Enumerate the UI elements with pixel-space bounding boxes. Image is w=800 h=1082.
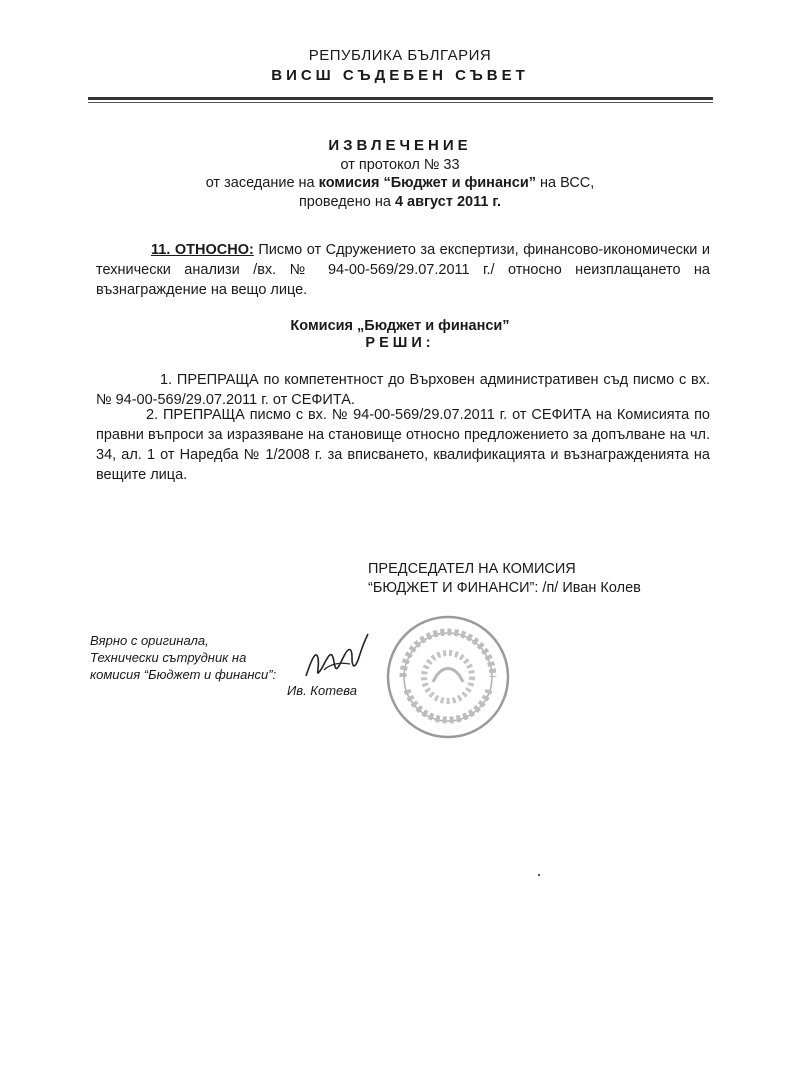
held-prefix: проведено на	[298, 194, 395, 210]
meeting-prefix: от заседание на	[205, 175, 319, 191]
chair-title: ПРЕДСЕДАТЕЛ НА КОМИСИЯ	[368, 561, 576, 577]
certification-line-1: Вярно с оригинала,	[90, 633, 209, 648]
meeting-suffix: на ВСС,	[536, 175, 595, 191]
chair-block	[368, 560, 641, 598]
decision-point-2: 2. ПРЕПРАЩА писмо с вх. № 94-00-569/29.07.2011 г. от СЕФИТА на Комисията по правни въпроси за изразяване на становище относно предложението за допълване на чл. 34, ал. 1 от Наредба № 1/2008 г. за вписването, квалификацията и възнагражденията на вещите лица.	[96, 407, 710, 483]
certification-block	[90, 632, 276, 683]
official-seal	[383, 612, 513, 742]
meeting-date-line	[0, 194, 800, 210]
header-rule-thick	[88, 97, 713, 100]
header-country: РЕПУБЛИКА БЪЛГАРИЯ	[308, 47, 492, 64]
agenda-item-text: Писмо от Сдружението за експертизи, финансово-икономически и технически анализи /вх. № 94-00-569/29.07.2011 г./ относно неизплащането на възнаграждение на вещо лице.	[96, 242, 710, 298]
certification-line-3: комисия “Бюджет и финанси”:	[90, 667, 277, 682]
certification-signer: Ив. Котева	[287, 683, 357, 698]
stray-mark	[538, 874, 540, 876]
decision-heading: РЕШИ:	[365, 335, 435, 351]
protocol-number: от протокол № 33	[340, 157, 460, 173]
agenda-item-label: 11. ОТНОСНО:	[151, 242, 254, 258]
header-council: ВИСШ СЪДЕБЕН СЪВЕТ	[271, 67, 529, 84]
header-rule-thin	[88, 102, 713, 103]
certification-line-2: Технически сътрудник на	[90, 650, 247, 665]
meeting-line	[0, 175, 800, 191]
chair-name-line: “БЮДЖЕТ И ФИНАНСИ”: /п/ Иван Колев	[368, 580, 641, 596]
decision-commission: Комисия „Бюджет и финанси”	[290, 318, 510, 334]
agenda-item	[96, 240, 710, 300]
document-title: ИЗВЛЕЧЕНИЕ	[328, 137, 472, 154]
commission-name: комисия “Бюджет и финанси”	[318, 175, 536, 191]
decision-point-1: 1. ПРЕПРАЩА по компетентност до Върховен административен съд писмо с вх. № 94-00-569/29.07.2011 г. от СЕФИТА.	[96, 372, 710, 408]
meeting-date: 4 август 2011 г.	[394, 194, 502, 210]
